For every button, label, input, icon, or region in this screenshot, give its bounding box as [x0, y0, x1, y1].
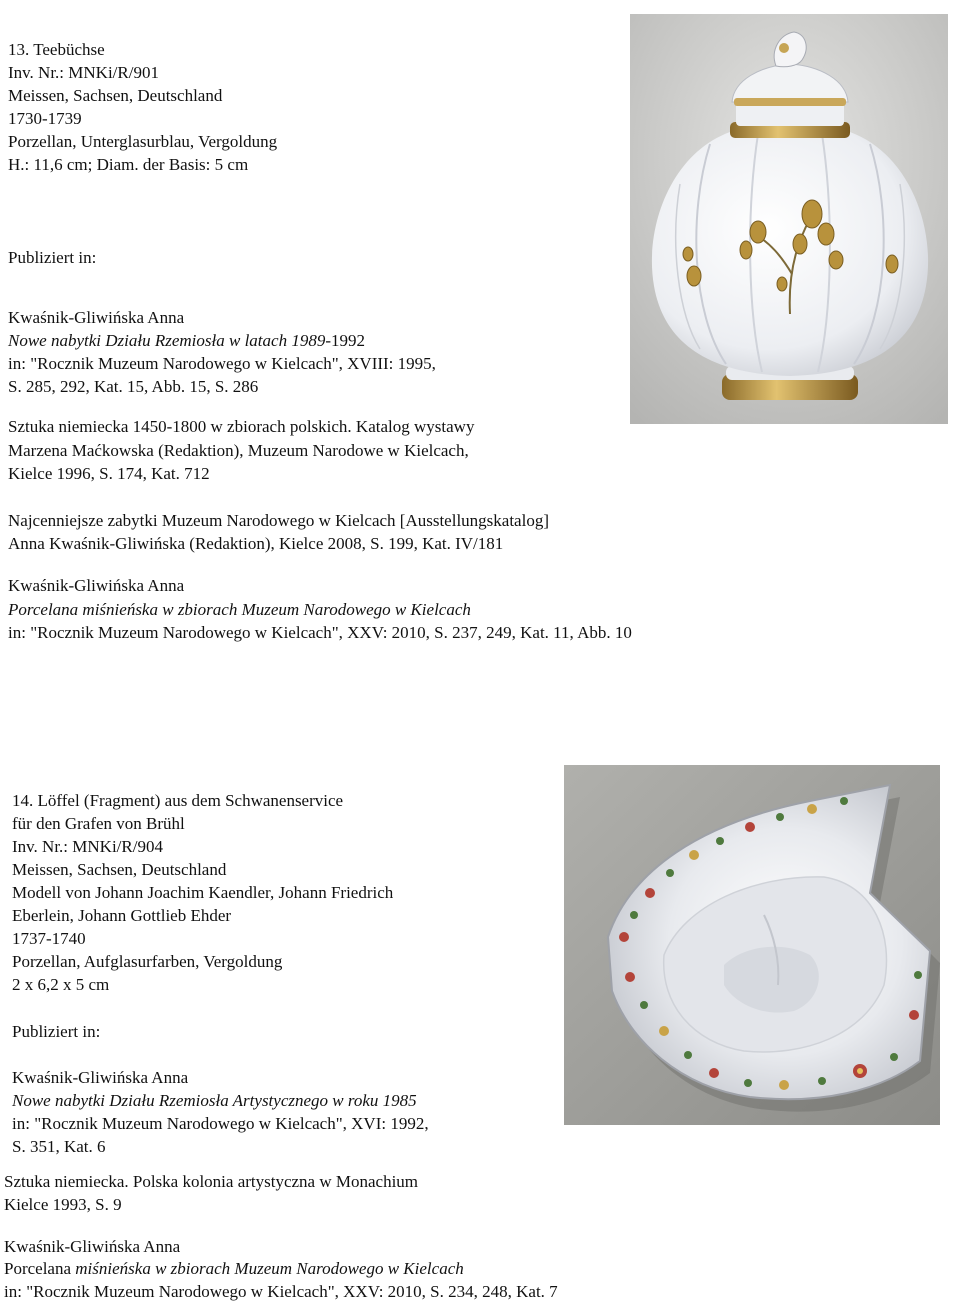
- item14-date: 1737-1740: [12, 929, 86, 948]
- item13-material: Porzellan, Unterglasurblau, Vergoldung: [8, 132, 278, 151]
- item13-pub1-title: [8, 329, 365, 352]
- item13-pub4-title: Porcelana miśnieńska w zbiorach Muzeum Narodowego w Kielcach: [8, 600, 471, 619]
- item13-pub4-author: Kwaśnik-Gliwińska Anna: [8, 576, 185, 595]
- item14-pub2-line1: Sztuka niemiecka. Polska kolonia artystyczna w Monachium: [4, 1172, 419, 1191]
- item13-pub2-line1: Sztuka niemiecka 1450-1800 w zbiorach polskich. Katalog wystawy: [8, 417, 475, 436]
- item14-pub3-title: [4, 1257, 464, 1280]
- item14-title-line2: für den Grafen von Brühl: [12, 814, 185, 833]
- item14-model-line2: Eberlein, Johann Gottlieb Ehder: [12, 906, 232, 925]
- item14-material: Porzellan, Aufglasurfarben, Vergoldung: [12, 952, 283, 971]
- item13-pub1-author: Kwaśnik-Gliwińska Anna: [8, 308, 185, 327]
- item13-date: 1730-1739: [8, 109, 82, 128]
- item13-pub1-title-tail: -1992: [325, 331, 365, 350]
- item14-dimensions: 2 x 6,2 x 5 cm: [12, 975, 110, 994]
- spoon-fragment-photo: [564, 765, 940, 1125]
- item14-pub1-title: Nowe nabytki Działu Rzemiosła Artystycznego w roku 1985: [12, 1091, 417, 1110]
- item14-pub3-title-lead: Porcelana: [4, 1259, 76, 1278]
- item14-pub2-line2: Kielce 1993, S. 9: [4, 1195, 122, 1214]
- item13-published-heading: Publiziert in:: [8, 248, 97, 267]
- item14-pub3-author: Kwaśnik-Gliwińska Anna: [4, 1237, 181, 1256]
- item13-title: 13. Teebüchse: [8, 40, 105, 59]
- item14-pub3-source: in: "Rocznik Muzeum Narodowego w Kielcach", XXV: 2010, S. 234, 248, Kat. 7: [4, 1282, 558, 1301]
- tea-caddy-photo: [630, 14, 948, 424]
- item14-model-line1: Modell von Johann Joachim Kaendler, Johann Friedrich: [12, 883, 394, 902]
- item13-origin: Meissen, Sachsen, Deutschland: [8, 86, 223, 105]
- item13-pub3-line1: Najcenniejsze zabytki Muzeum Narodowego w Kielcach [Ausstellungskatalog]: [8, 511, 549, 530]
- item14-pub1-pages: S. 351, Kat. 6: [12, 1137, 106, 1156]
- item13-pub1-title-italic: Nowe nabytki Działu Rzemiosła w latach 1989: [8, 331, 326, 350]
- item13-dimensions: H.: 11,6 cm; Diam. der Basis: 5 cm: [8, 155, 249, 174]
- item13-pub2-line3: Kielce 1996, S. 174, Kat. 712: [8, 464, 210, 483]
- item13-pub1-source: in: "Rocznik Muzeum Narodowego w Kielcach", XVIII: 1995,: [8, 354, 436, 373]
- item14-origin: Meissen, Sachsen, Deutschland: [12, 860, 227, 879]
- item13-pub3-line2: Anna Kwaśnik-Gliwińska (Redaktion), Kielce 2008, S. 199, Kat. IV/181: [8, 534, 504, 553]
- item13-pub1-pages: S. 285, 292, Kat. 15, Abb. 15, S. 286: [8, 377, 259, 396]
- item14-inventory-number: Inv. Nr.: MNKi/R/904: [12, 837, 163, 856]
- item14-published-heading: Publiziert in:: [12, 1022, 101, 1041]
- item14-pub3-title-italic: miśnieńska w zbiorach Muzeum Narodowego w Kielcach: [75, 1259, 464, 1278]
- item13-inventory-number: Inv. Nr.: MNKi/R/901: [8, 63, 159, 82]
- item14-pub1-source: in: "Rocznik Muzeum Narodowego w Kielcach", XVI: 1992,: [12, 1114, 429, 1133]
- item14-pub1-author: Kwaśnik-Gliwińska Anna: [12, 1068, 189, 1087]
- item13-pub4-source: in: "Rocznik Muzeum Narodowego w Kielcach", XXV: 2010, S. 237, 249, Kat. 11, Abb. 10: [8, 623, 632, 642]
- item13-pub2-line2: Marzena Maćkowska (Redaktion), Muzeum Narodowe w Kielcach,: [8, 441, 469, 460]
- item14-title-line1: 14. Löffel (Fragment) aus dem Schwanenservice: [12, 791, 344, 810]
